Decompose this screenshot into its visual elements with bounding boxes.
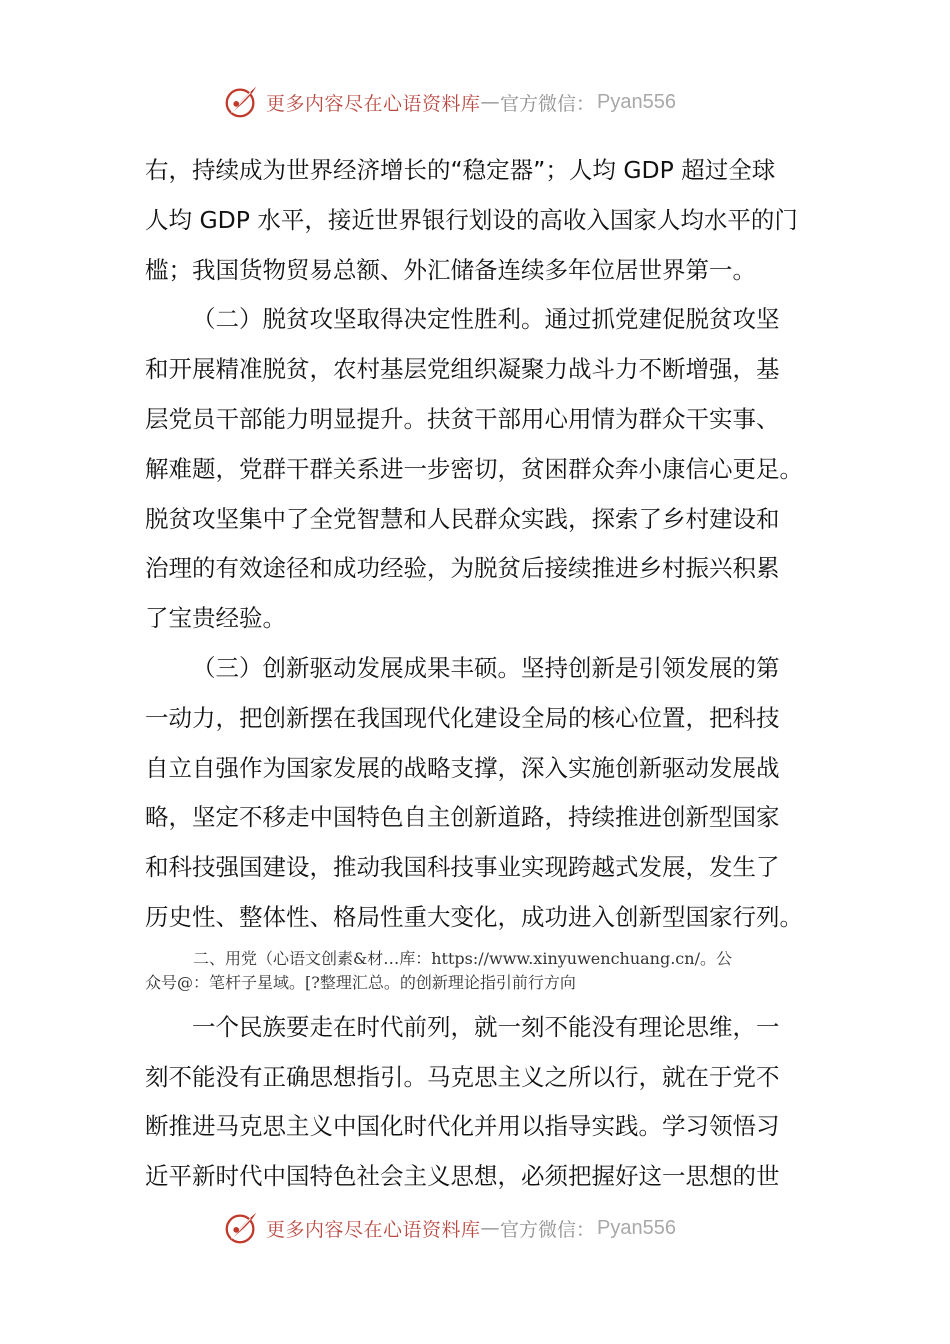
header-dash: — [480,91,501,113]
quill-logo-icon [222,1209,260,1247]
text-line: 一个民族要走在时代前列，就一刻不能没有理论思维，一 [192,1012,780,1041]
text-line: 略，坚定不移走中国特色自主创新道路，持续推进创新型国家 [145,803,780,832]
footer-brand-text: 更多内容尽在心语资料库 [266,1218,481,1241]
section-title [145,947,807,995]
paragraph-2 [145,295,807,644]
text-line: 治理的有效途径和成功经验，为脱贫后接续推进乡村振兴积累 [145,554,780,583]
text-line: 人均 GDP 水平，接近世界银行划设的高收入国家人均水平的门 [145,205,798,234]
paragraph-1 [145,146,807,295]
text-line: 自立自强作为国家发展的战略支撑，深入实施创新驱动发展战 [145,753,780,782]
text-line: 了宝贵经验。 [145,604,286,633]
footer-dash: — [480,1217,501,1239]
header-wechat-id: Pyan556 [597,90,676,113]
paragraph-4 [145,1003,807,1202]
footer-official-label: 官方微信： [500,1218,596,1241]
paragraph-3 [145,644,807,943]
text-line: （三）创新驱动发展成果丰硕。坚持创新是引领发展的第 [192,653,780,682]
text-line: 解难题，党群干群关系进一步密切，贫困群众奔小康信心更足。 [145,454,803,483]
header-official-label: 官方微信： [500,92,596,115]
text-line: 断推进马克思主义中国化时代化并用以指导实践。学习领悟习 [145,1112,780,1141]
section-title-line: 众号@：笔杆子星域。[?整理汇总。的创新理论指引前行方向 [145,972,576,992]
footer-wechat-id: Pyan556 [597,1216,676,1239]
text-line: 近平新时代中国特色社会主义思想，必须把握好这一思想的世 [145,1162,780,1191]
text-line: 脱贫攻坚集中了全党智慧和人民群众实践，探索了乡村建设和 [145,504,780,533]
text-line: 和开展精准脱贫，农村基层党组织凝聚力战斗力不断增强，基 [145,355,780,384]
text-line: 一动力，把创新摆在我国现代化建设全局的核心位置，把科技 [145,703,780,732]
text-line: 和科技强国建设，推动我国科技事业实现跨越式发展，发生了 [145,853,780,882]
document-body [145,146,807,1202]
text-line: 槛；我国货物贸易总额、外汇储备连续多年位居世界第一。 [145,255,756,284]
text-line: （二）脱贫攻坚取得决定性胜利。通过抓党建促脱贫攻坚 [192,305,780,334]
section-title-line: 二、用党（心语文创素&材…库：https://www.xinyuwenchuang.cn/。公 [193,948,732,968]
header-banner [222,82,722,122]
footer-banner [222,1208,722,1248]
text-line: 历史性、整体性、格局性重大变化，成功进入创新型国家行列。 [145,902,803,931]
text-line: 刻不能没有正确思想指引。马克思主义之所以行，就在于党不 [145,1062,780,1091]
quill-logo-icon [222,83,260,121]
header-brand-text: 更多内容尽在心语资料库 [266,92,481,115]
text-line: 右，持续成为世界经济增长的“稳定器”；人均 GDP 超过全球 [145,156,776,184]
text-line: 层党员干部能力明显提升。扶贫干部用心用情为群众干实事、 [145,404,780,433]
